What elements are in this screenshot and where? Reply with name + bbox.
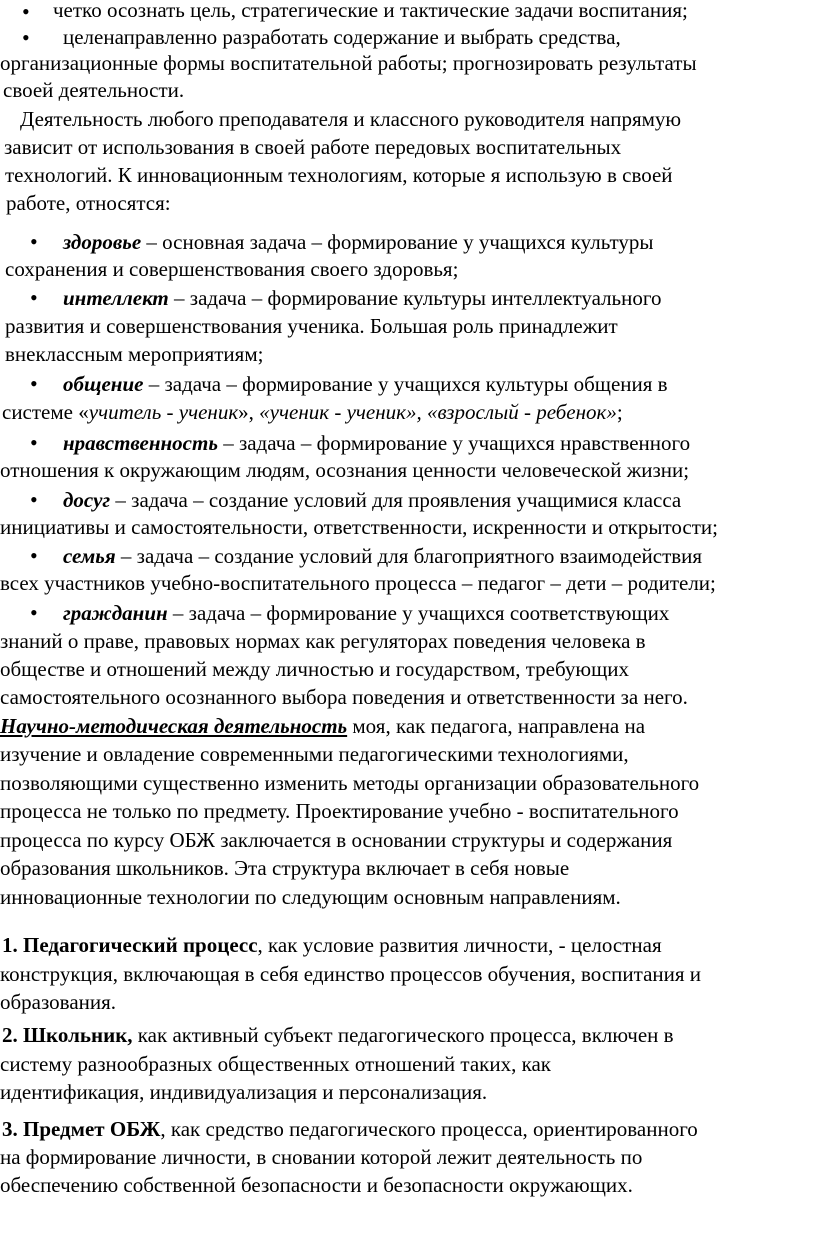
text-line: инициативы и самостоятельности, ответственности, искренности и открытости;: [0, 515, 718, 539]
text-line: технологий. К инновационным технологиям, которые я использую в своей: [5, 163, 673, 187]
text-line: образования.: [0, 990, 117, 1014]
text-line: процесса не только по предмету. Проектирование учебно - воспитательного: [0, 799, 679, 823]
text-line: своей деятельности.: [3, 78, 185, 102]
technology-term: интеллект: [63, 286, 169, 310]
direction-title: 2. Школьник,: [2, 1023, 133, 1047]
text-line: процесса по курсу ОБЖ заключается в основании структуры и содержания: [0, 828, 673, 852]
text-line: обеспечению собственной безопасности и безопасности окружающих.: [0, 1173, 633, 1197]
text-line: [63, 600, 669, 628]
technology-description: основная задача – формирование у учащихся культуры: [162, 230, 654, 254]
bullet-icon: •: [30, 229, 38, 254]
text-line: изучение и овладение современными педагогическими технологиями,: [0, 742, 629, 766]
text-line: зависит от использования в своей работе передовых воспитательных: [4, 135, 622, 159]
text-line: [2, 932, 662, 960]
text-line: [63, 487, 681, 515]
dash: –: [167, 601, 189, 625]
text-line: [0, 713, 645, 741]
text-line: целенаправленно разработать содержание и выбрать средства,: [63, 25, 621, 49]
text-line: самостоятельного осознанного выбора поведения и ответственности за него.: [0, 685, 688, 709]
technology-term: гражданин: [63, 601, 168, 625]
text-line: сохранения и совершенствования своего здоровья;: [5, 257, 459, 281]
text-line: идентификация, индивидуализация и персонализация.: [0, 1080, 488, 1104]
text-line: обществе и отношений между личностью и государством, требующих: [0, 657, 629, 681]
technology-description: задача – формирование у учащихся нравственного: [238, 431, 691, 455]
bullet-icon: •: [30, 600, 38, 625]
bullet-icon: •: [22, 0, 30, 24]
text-line: развития и совершенствования ученика. Большая роль принадлежит: [5, 314, 618, 338]
text-line: [2, 399, 623, 427]
text-line: отношения к окружающим людям, осознания ценности человеческой жизни;: [0, 458, 690, 482]
text-line: организационные формы воспитательной работы; прогнозировать результаты: [0, 51, 697, 75]
text-fragment: ;: [616, 400, 623, 424]
technology-term: здоровье: [63, 230, 142, 254]
text-fragment: моя, как педагога, направлена на: [347, 714, 646, 738]
text-fragment: »,: [238, 400, 260, 424]
text-line: всех участников учебно-воспитательного процесса – педагог – дети – родители;: [0, 571, 716, 595]
text-line: конструкция, включающая в себя единство процессов обучения, воспитания и: [0, 962, 702, 986]
text-line: четко осознать цель, стратегические и тактические задачи воспитания;: [53, 0, 688, 22]
text-fragment: системе «: [2, 400, 89, 424]
text-line: [2, 1116, 698, 1144]
direction-title: 1. Педагогический процесс: [2, 933, 258, 957]
dash: –: [143, 372, 165, 396]
technology-description: задача – создание условий для проявления учащимися класса: [131, 488, 682, 512]
text-line: Деятельность любого преподавателя и классного руководителя напрямую: [20, 107, 682, 131]
direction-title: 3. Предмет ОБЖ: [2, 1117, 161, 1141]
text-line: [63, 285, 661, 313]
text-line: работе, относятся:: [6, 191, 171, 215]
text-line: [63, 430, 690, 458]
dash: –: [141, 230, 163, 254]
text-fragment: как активный субъект педагогического процесса, включен в: [132, 1023, 674, 1047]
text-line: [63, 371, 668, 399]
text-fragment: , как средство педагогического процесса, ориентированного: [160, 1117, 698, 1141]
technology-description: задача – формирование у учащихся культуры общения в: [164, 372, 668, 396]
bullet-icon: •: [30, 285, 38, 310]
technology-term: семья: [63, 544, 116, 568]
text-line: на формирование личности, в сновании которой лежит деятельность по: [0, 1145, 643, 1169]
dash: –: [115, 544, 137, 568]
text-line: образования школьников. Эта структура включает в себя новые: [0, 856, 570, 880]
dash: –: [110, 488, 132, 512]
section-heading: Научно-методическая деятельность: [0, 714, 348, 738]
quote-teacher-student: учитель - ученик: [88, 400, 239, 424]
dash: –: [168, 286, 190, 310]
technology-description: задача – формирование культуры интеллектуального: [189, 286, 662, 310]
text-line: знаний о праве, правовых нормах как регуляторах поведения человека в: [0, 629, 646, 653]
text-line: внеклассным мероприятиям;: [5, 342, 264, 366]
bullet-icon: •: [30, 487, 38, 512]
bullet-icon: •: [30, 371, 38, 396]
text-line: инновационные технологии по следующим основным направлениям.: [0, 885, 621, 909]
text-line: систему разнообразных общественных отношений таких, как: [0, 1052, 552, 1076]
technology-term: нравственность: [63, 431, 218, 455]
bullet-icon: •: [22, 25, 30, 50]
technology-description: задача – формирование у учащихся соответствующих: [188, 601, 670, 625]
technology-term: общение: [63, 372, 144, 396]
dash: –: [217, 431, 239, 455]
bullet-icon: •: [30, 430, 38, 455]
technology-description: задача – создание условий для благоприятного взаимодействия: [136, 544, 703, 568]
bullet-icon: •: [30, 543, 38, 568]
text-line: [2, 1022, 674, 1050]
text-line: [63, 229, 654, 257]
quote-student-adult: «ученик - ученик», «взрослый - ребенок»: [259, 400, 617, 424]
text-line: позволяющими существенно изменить методы организации образовательного: [0, 771, 700, 795]
technology-term: досуг: [63, 488, 111, 512]
text-fragment: , как условие развития личности, - целостная: [257, 933, 662, 957]
text-line: [63, 543, 702, 571]
